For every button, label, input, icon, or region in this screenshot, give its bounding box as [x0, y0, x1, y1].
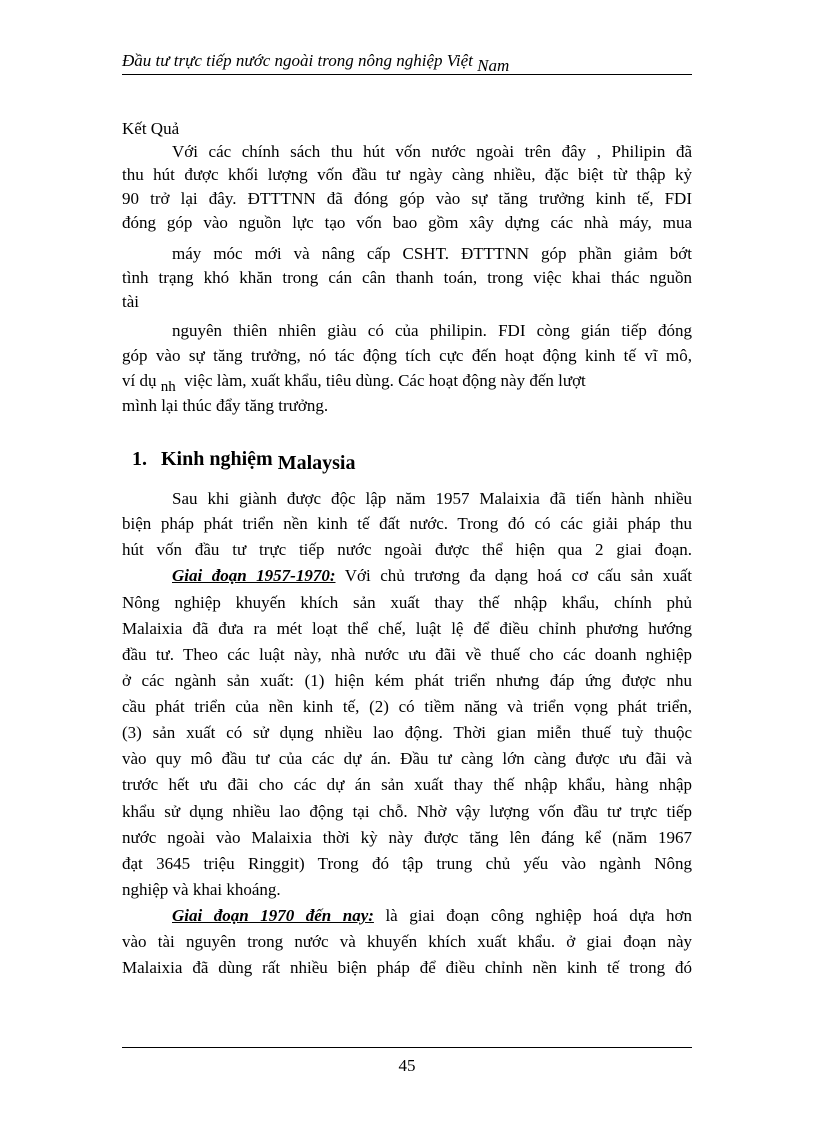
paragraph-line: máy móc mới và nâng cấp CSHT. ĐTTTNN góp phần giảm bớt	[172, 244, 692, 263]
paragraph-line: vào quy mô đầu tư của các dự án. Đầu tư càng lớn càng được ưu đãi và	[122, 749, 692, 768]
running-header	[122, 50, 692, 75]
inline-text: Với chủ trương đa dạng hoá cơ cấu sản xuất	[344, 566, 692, 585]
paragraph-line: tài	[122, 292, 139, 311]
inline-text: việc làm, xuất khẩu, tiêu dùng. Các hoạt động này đến lượt	[184, 371, 586, 390]
paragraph-line: Malaixia đã đưa ra mét loạt thể chế, luật lệ để điều chỉnh phương hướng	[122, 619, 692, 638]
heading-number: 1.	[132, 448, 147, 470]
paragraph-line: khẩu sử dụng nhiều lao động tại chỗ. Nhờ vậy lượng vốn đầu tư trực tiếp	[122, 802, 692, 821]
inline-text: là giai đoạn công nghiệp hoá dựa hơn	[385, 906, 693, 925]
paragraph-line: nghiệp và khai khoáng.	[122, 880, 281, 899]
paragraph-line: mình lại thúc đẩy tăng trưởng.	[122, 396, 329, 415]
paragraph-line: đầu tư. Theo các luật này, nhà nước ưu đãi về thuế cho các doanh nghiệp	[122, 645, 692, 664]
paragraph-line: Sau khi giành được độc lập năm 1957 Malaixia đã tiến hành nhiều	[172, 489, 692, 508]
stage2-label: Giai đoạn 1970 đến nay:	[172, 906, 374, 925]
paragraph-line: cầu phát triển của nền kinh tế, (2) có tiềm năng và triển vọng phát triển,	[122, 697, 692, 716]
result-label: Kết Quả	[122, 119, 180, 138]
paragraph-line	[122, 565, 692, 587]
paragraph-line: trước hết ưu đãi cho các dự án sản xuất thay thế nhập khẩu, hàng nhập	[122, 775, 692, 794]
paragraph-line: vào tài nguyên trong nước và khuyến khích xuất khẩu. ở giai đoạn này	[122, 932, 692, 951]
paragraph-line: tình trạng khó khăn trong cán cân thanh toán, trong việc khai thác nguồn	[122, 268, 692, 287]
paragraph-line: thu hút được khối lượng vốn đầu tư ngày càng nhiều, đặc biệt từ thập kỷ	[122, 165, 692, 184]
inline-text: ví dụ	[122, 371, 157, 390]
paragraph-line: biện pháp phát triển nền kinh tế đất nước. Trong đó có các giải pháp thu	[122, 514, 692, 533]
page-number: 45	[398, 1056, 416, 1075]
paragraph-line: (3) sản xuất có sử dụng nhiều lao động. Thời gian miễn thuế tuỳ thuộc	[122, 723, 692, 742]
paragraph-line: góp vào sự tăng trưởng, nó tác động tích cực đến hoạt động kinh tế vĩ mô,	[122, 346, 692, 365]
heading-title-subscript: Malaysia	[277, 452, 356, 474]
paragraph-line	[122, 905, 692, 927]
inline-subscript: nh	[160, 379, 176, 395]
paragraph-line: Với các chính sách thu hút vốn nước ngoài trên đây , Philipin đã	[172, 142, 692, 161]
paragraph-line	[122, 370, 692, 393]
paragraph-line: 90 trở lại đây. ĐTTTNN đã đóng góp vào sự tăng trưởng kinh tế, FDI	[122, 189, 692, 208]
header-title-subscript: Nam	[477, 56, 510, 75]
paragraph-line: đạt 3645 triệu Ringgit) Trong đó tập trung chủ yếu vào ngành Nông	[122, 854, 692, 873]
heading-title: Kinh nghiệm	[161, 448, 273, 470]
paragraph-line: nước ngoài vào Malaixia thời kỳ này được tăng lên đáng kể (năm 1967	[122, 828, 692, 847]
header-title: Đầu tư trực tiếp nước ngoài trong nông nghiệp Việt	[122, 51, 473, 70]
paragraph-line: ở các ngành sản xuất: (1) hiện kém phát triển nhưng đáp ứng được nhu	[122, 671, 692, 690]
paragraph-line: Malaixia đã dùng rất nhiều biện pháp để điều chỉnh nền kinh tế trong đó	[122, 958, 692, 977]
paragraph-line: Nông nghiệp khuyến khích sản xuất thay thế nhập khẩu, chính phủ	[122, 593, 692, 612]
stage1-label: Giai đoạn 1957-1970:	[172, 566, 336, 585]
footer-divider	[122, 1047, 692, 1048]
paragraph-line: đóng góp vào nguồn lực tạo vốn bao gồm xây dựng các nhà máy, mua	[122, 213, 692, 232]
paragraph-line: hút vốn đầu tư trực tiếp nước ngoài được thể hiện qua 2 giai đoạn.	[122, 540, 692, 559]
paragraph-line: nguyên thiên nhiên giàu có của philipin. FDI còng gián tiếp đóng	[172, 321, 692, 340]
section-heading	[132, 446, 692, 472]
